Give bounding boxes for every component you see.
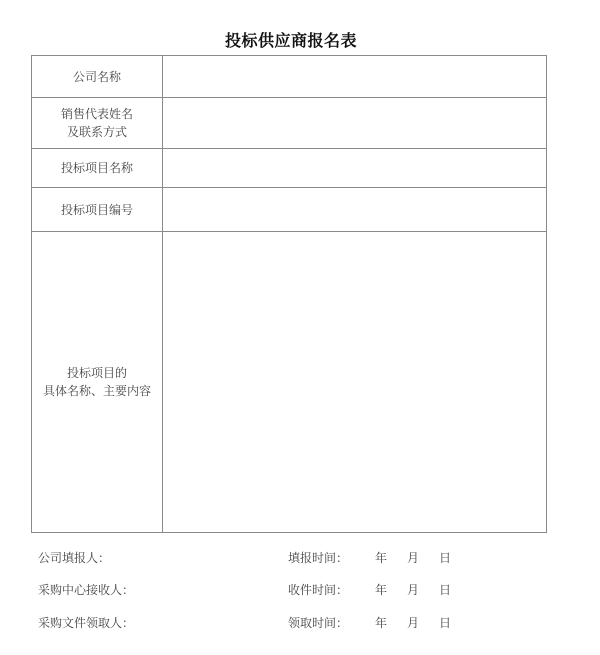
year-label: 年: [375, 551, 388, 565]
label-line: 公司名称: [72, 69, 121, 84]
month-label: 月: [407, 616, 420, 630]
collector-label: 采购文件领取人：: [38, 616, 135, 630]
registration-form-table: [31, 55, 547, 533]
sales-rep-contact-field[interactable]: [163, 98, 547, 149]
year-label: 年: [375, 616, 388, 630]
label-line: 具体名称、主要内容: [42, 384, 151, 398]
project-name-field[interactable]: [163, 149, 547, 188]
form-label-project-name: [32, 149, 163, 188]
form-row-project-number: [32, 188, 547, 232]
form-label-project-content: [32, 232, 163, 533]
label-line: 投标项目名称: [60, 161, 133, 175]
day-label: 日: [439, 551, 452, 565]
form-row-sales-rep: [32, 98, 547, 149]
document-title: 投标供应商报名表: [224, 31, 357, 50]
receiver-label: 采购中心接收人：: [38, 583, 135, 597]
label-line: 投标项目编号: [60, 202, 133, 217]
filler-label: 公司填报人：: [38, 551, 111, 565]
label-line: 销售代表姓名: [60, 107, 133, 121]
project-content-field[interactable]: [163, 232, 547, 533]
footer-row-filler: [0, 549, 600, 567]
form-row-project-content: [32, 232, 547, 533]
label-line: 投标项目的: [66, 366, 127, 380]
label-line: 及联系方式: [66, 125, 127, 139]
day-label: 日: [439, 583, 452, 597]
month-label: 月: [407, 583, 420, 597]
form-row-company-name: [32, 56, 547, 98]
month-label: 月: [407, 551, 420, 565]
collect-time-label: 领取时间：: [288, 616, 349, 630]
company-name-field[interactable]: [163, 56, 547, 98]
receive-time-label: 收件时间：: [288, 583, 349, 597]
form-label-company-name: [32, 56, 163, 98]
form-label-sales-rep: [32, 98, 163, 149]
fill-time-label: 填报时间：: [288, 551, 349, 565]
year-label: 年: [375, 583, 388, 597]
project-number-field[interactable]: [163, 188, 547, 232]
footer-row-receiver: [0, 581, 600, 599]
footer-row-collector: [0, 614, 600, 632]
form-row-project-name: [32, 149, 547, 188]
day-label: 日: [439, 616, 452, 630]
form-label-project-number: [32, 188, 163, 232]
